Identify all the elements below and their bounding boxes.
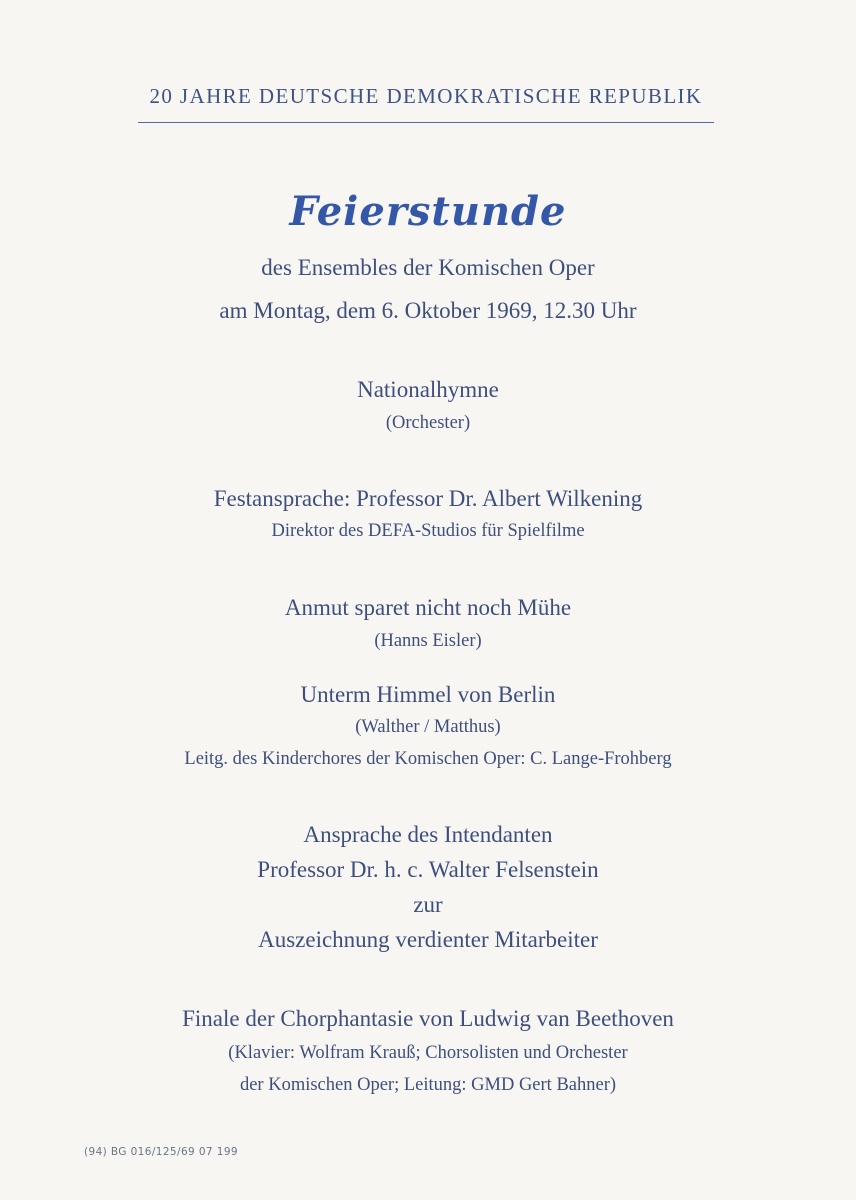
- program-item-speech-title: Festansprache: Professor Dr. Albert Wilkening: [213, 486, 643, 511]
- program-item-speech-detail: Direktor des DEFA-Studios für Spielfilme: [271, 521, 585, 541]
- header-divider: [138, 122, 714, 123]
- event-subtitle: des Ensembles der Komischen Oper: [261, 255, 595, 280]
- program-item-anthem-title: Nationalhymne: [357, 377, 499, 402]
- program-item-song1-detail: (Hanns Eisler): [374, 631, 482, 651]
- program-item-finale-title: Finale der Chorphantasie von Ludwig van Beethoven: [182, 1006, 674, 1031]
- program-item-song2-credit: Leitg. des Kinderchores der Komischen Oper: C. Lange-Frohberg: [184, 749, 672, 769]
- program-item-finale-detail: (Klavier: Wolfram Krauß; Chorsolisten und Orchester: [228, 1043, 628, 1063]
- event-title: Feierstunde: [289, 188, 567, 235]
- print-code: (94) BG 016/125/69 07 199: [84, 1146, 238, 1158]
- program-item-song1-title: Anmut sparet nicht noch Mühe: [284, 595, 572, 620]
- program-item-address-line4: Auszeichnung verdienter Mitarbeiter: [258, 927, 598, 952]
- program-item-address-line3: zur: [413, 892, 443, 917]
- program-item-song2-detail: (Walther / Matthus): [355, 717, 501, 737]
- header-title: 20 JAHRE DEUTSCHE DEMOKRATISCHE REPUBLIK: [149, 84, 703, 108]
- program-item-address-line1: Ansprache des Intendanten: [303, 822, 553, 847]
- program-item-finale-detail2: der Komischen Oper; Leitung: GMD Gert Bahner): [239, 1075, 617, 1095]
- event-date: am Montag, dem 6. Oktober 1969, 12.30 Uhr: [219, 298, 637, 323]
- program-item-anthem-detail: (Orchester): [385, 413, 471, 433]
- program-item-address-line2: Professor Dr. h. c. Walter Felsenstein: [257, 857, 599, 882]
- program-item-song2-title: Unterm Himmel von Berlin: [300, 682, 556, 707]
